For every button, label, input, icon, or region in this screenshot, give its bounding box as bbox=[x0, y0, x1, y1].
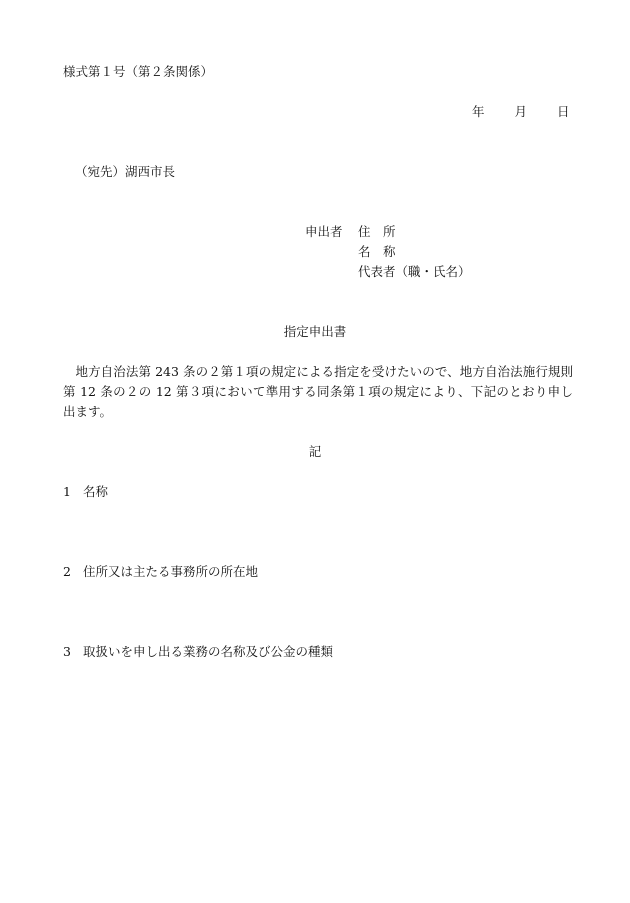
date-year-label: 年 bbox=[472, 104, 485, 119]
item-name bbox=[63, 486, 108, 499]
document-title: 指定申出書 bbox=[283, 324, 347, 339]
applicant-address-label: 住 所 bbox=[358, 224, 396, 239]
item-number: 2 bbox=[63, 564, 71, 579]
applicant-label: 申出者 bbox=[305, 224, 343, 239]
date-month-label: 月 bbox=[514, 104, 528, 119]
addressee: （宛先）湖西市長 bbox=[75, 164, 176, 179]
ki-heading: 記 bbox=[308, 444, 322, 459]
item-label: 取扱いを申し出る業務の名称及び公金の種類 bbox=[83, 644, 334, 659]
applicant-representative-label: 代表者（職・氏名） bbox=[358, 264, 471, 279]
item-number: 3 bbox=[63, 644, 71, 659]
item-business bbox=[63, 646, 333, 659]
date-day-label: 日 bbox=[557, 104, 570, 119]
item-number: 1 bbox=[63, 484, 71, 499]
form-number: 様式第１号（第２条関係） bbox=[63, 64, 214, 79]
item-address bbox=[63, 566, 258, 579]
item-label: 名称 bbox=[83, 484, 109, 499]
applicant-name-label: 名 称 bbox=[358, 244, 396, 259]
date-line bbox=[472, 106, 570, 119]
body-paragraph: 地方自治法第 243 条の２第１項の規定による指定を受けたいので、地方自治法施行規則第 12 条の２の 12 第３項において準用する同条第１項の規定により、下記のとおり申し出ます。 bbox=[63, 364, 573, 419]
item-label: 住所又は主たる事務所の所在地 bbox=[83, 564, 259, 579]
